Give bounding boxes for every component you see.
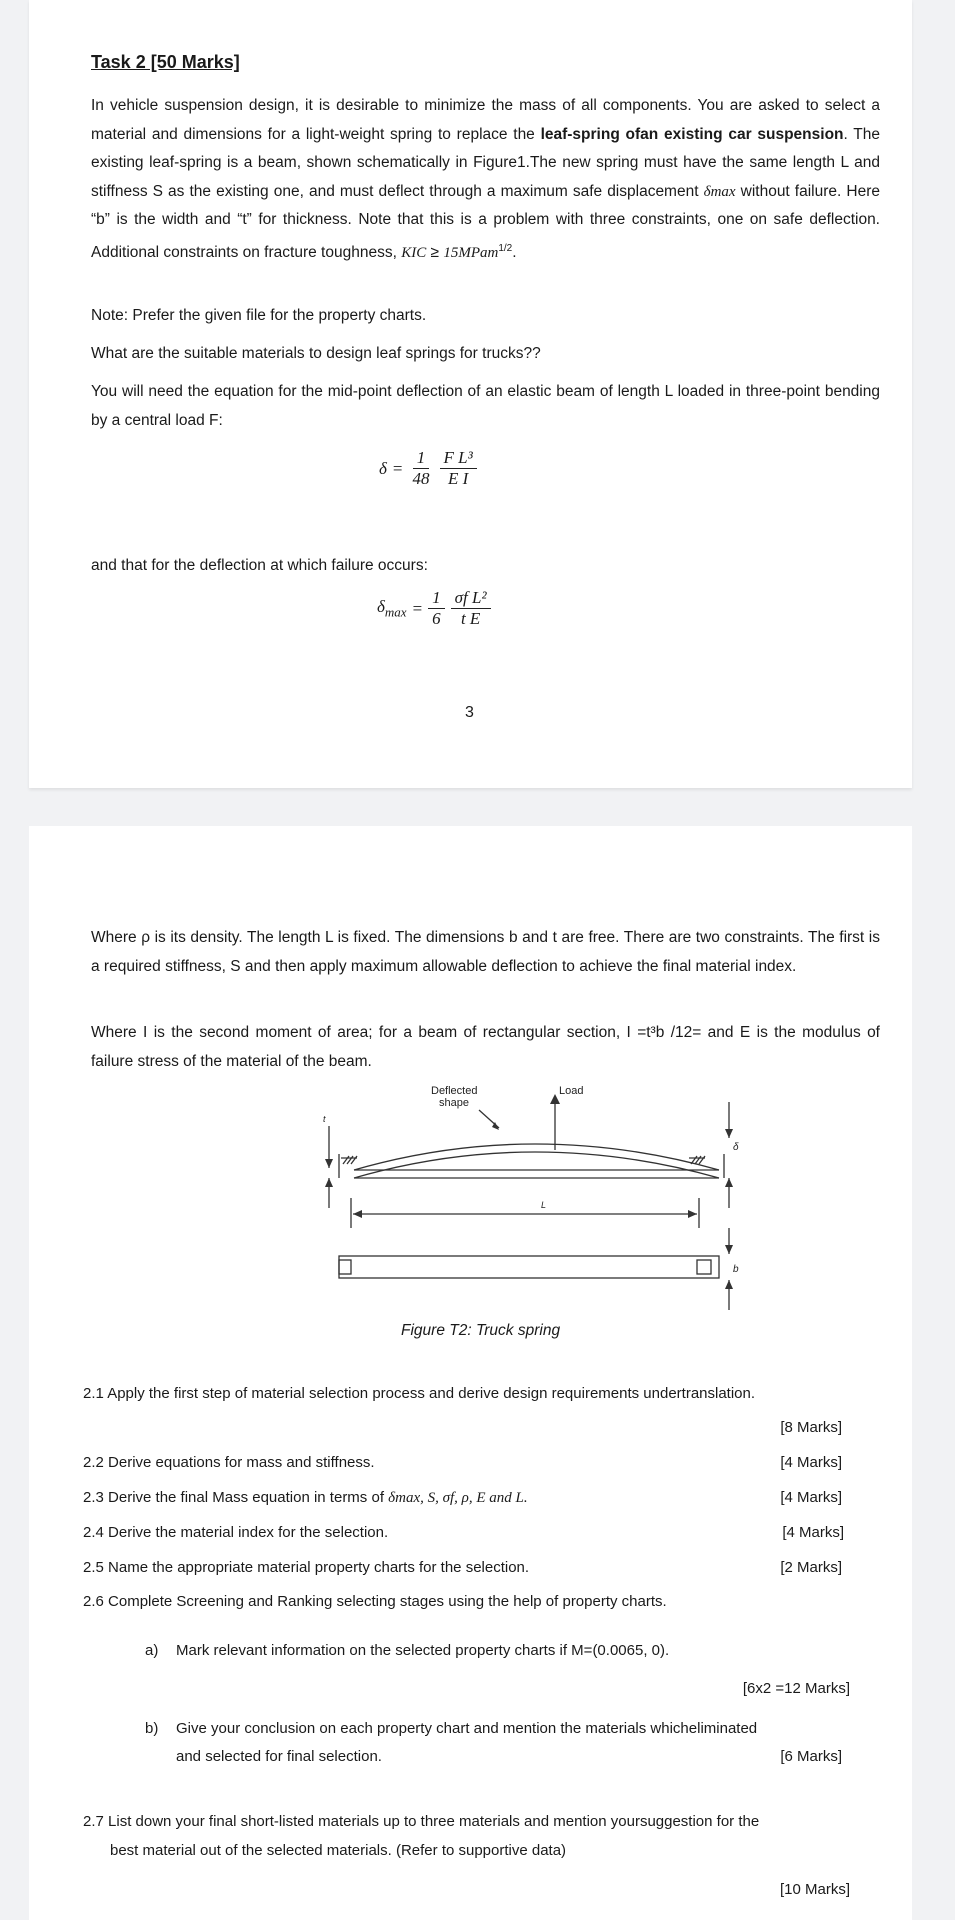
note-text: Note: Prefer the given file for the property charts.: [91, 307, 427, 324]
b-arrow-bottom: [725, 1280, 733, 1289]
density-paragraph: Where ρ is its density. The length L is fixed. The dimensions b and t are free. There are two constraints. The first is a required stiffness, S and then apply maximum allowable deflection to achieve the final material index.: [91, 929, 880, 975]
equation-intro: You will need the equation for the mid-point deflection of an elastic beam of length L loaded in three-point bending by a central load F:: [91, 383, 880, 429]
question-2-6a: Mark relevant information on the selected property charts if M=(0.0065, 0).: [176, 1642, 670, 1659]
second-moment-paragraph: Where I is the second moment of area; for a beam of rectangular section, I =t³b /12= and E is the modulus of failure stress of the material of the beam.: [91, 1024, 880, 1070]
question-2-3: 2.3 Derive the final Mass equation in terms of δmax, S, σf, ρ, E and L.: [83, 1489, 528, 1506]
kic-relation: ≥: [426, 244, 444, 262]
question-2-6: 2.6 Complete Screening and Ranking selecting stages using the help of property charts.: [83, 1593, 667, 1610]
delta-arrow-bottom: [725, 1178, 733, 1187]
document-page-1: [29, 0, 912, 788]
question-2-6b-label: b): [145, 1720, 159, 1737]
delta-max-symbol: δmax: [703, 183, 736, 200]
intro-text-2: . The existing leaf-spring is a beam, shown schematically in Figure1.The new spring must have the same length L and stiffness S as the existing one, and must deflect through a maximum safe displacement: [91, 125, 880, 200]
eq2-frac1: $\frac{1}{6}$: [428, 588, 445, 629]
L-arrow-left: [353, 1210, 362, 1218]
label-load: Load: [559, 1085, 584, 1097]
intro-paragraph: [91, 92, 880, 268]
eq2-frac2: $\frac{\text{σf L²}}{\text{t E}}$: [451, 588, 491, 629]
truck-spring-figure: [323, 1078, 749, 1348]
right-hatch: [689, 1156, 705, 1164]
marks-2-4: [4 Marks]: [782, 1524, 844, 1541]
left-hatch: [341, 1156, 357, 1164]
eq2-equals: =: [412, 598, 423, 618]
question-2-4: 2.4 Derive the material index for the selection.: [83, 1524, 389, 1541]
kic-end: .: [512, 244, 517, 262]
marks-2-6b: [6 Marks]: [780, 1748, 842, 1765]
label-delta: δ: [733, 1142, 739, 1153]
kic-value: 15MPam: [443, 245, 499, 262]
label-L: L: [541, 1200, 547, 1210]
label-b: b: [733, 1264, 739, 1275]
label-shape: shape: [439, 1097, 469, 1109]
eq1-frac1: $\frac{1}{48}$: [412, 448, 430, 488]
question-2-6b-line2: and selected for final selection.: [176, 1748, 382, 1765]
intro-text-3: without failure. Here “b” is the width and “t” for thickness. Note that this is a problem with three constraints, one on safe deflection. Additional constraints on fracture toughness,: [91, 182, 880, 262]
kic-exponent: 1/2: [498, 242, 513, 254]
intro-text-1: In vehicle suspension design, it is desirable to minimize the mass of all components. You are asked to select a material and dimensions for a light-weight spring to replace the: [91, 97, 880, 143]
task-title: Task 2 [50 Marks]: [91, 52, 240, 72]
marks-2-7: [10 Marks]: [779, 1881, 850, 1898]
t-arrow-top: [325, 1159, 333, 1168]
marks-2-6a: [6x2 =12 Marks]: [742, 1680, 850, 1697]
question-2-5: 2.5 Name the appropriate material property charts for the selection.: [83, 1559, 530, 1576]
kic-symbol: KIC: [401, 245, 427, 262]
deflected-shape-lower: [354, 1152, 719, 1178]
marks-2-1: [8 Marks]: [780, 1419, 842, 1436]
b-arrow-top: [725, 1245, 733, 1254]
eq1-frac2: $\frac{\text{F L³}}{\text{E I}}$: [440, 448, 477, 489]
question-2-6a-label: a): [145, 1642, 159, 1659]
delta-arrow-top: [725, 1129, 733, 1138]
eq1-equals: =: [392, 458, 403, 478]
question-2-2: 2.2 Derive equations for mass and stiffness.: [83, 1454, 375, 1471]
question-2-1: 2.1 Apply the first step of material selection process and derive design requirements undertranslation.: [83, 1385, 756, 1402]
eq1-lhs: δ: [379, 458, 387, 478]
document-page-2: [29, 826, 912, 1920]
L-arrow-right: [688, 1210, 697, 1218]
figure-caption: Figure T2: Truck spring: [401, 1322, 561, 1339]
intro-bold-text: leaf-spring ofan existing car suspension: [540, 125, 844, 143]
plan-left-end: [339, 1260, 351, 1274]
deflection-equation: [379, 448, 477, 489]
figure-arrowheads: [325, 1094, 733, 1289]
question-text: What are the suitable materials to design leaf springs for trucks??: [91, 345, 541, 362]
marks-2-3: [4 Marks]: [780, 1489, 842, 1506]
question-2-6b-line1: Give your conclusion on each property chart and mention the materials whicheliminated: [176, 1720, 758, 1737]
failure-intro: and that for the deflection at which failure occurs:: [91, 557, 428, 574]
beam-plan-view: [339, 1256, 719, 1278]
mass-eq-variables: δmax, S, σf, ρ, E and L.: [388, 1490, 528, 1506]
marks-2-2: [4 Marks]: [780, 1454, 842, 1471]
label-deflected: Deflected: [431, 1085, 478, 1097]
page-number: 3: [465, 704, 474, 721]
question-2-7-line2: best material out of the selected materials. (Refer to supportive data): [110, 1842, 567, 1859]
question-2-7-line1: 2.7 List down your final short-listed materials up to three materials and mention yoursuggestion for the: [83, 1813, 760, 1830]
marks-2-5: [2 Marks]: [780, 1559, 842, 1576]
failure-deflection-equation: [377, 588, 491, 629]
plan-right-end: [697, 1260, 711, 1274]
eq2-lhs: $\delta_{max}$: [377, 596, 407, 620]
label-t: t: [323, 1114, 326, 1124]
t-arrow-bottom: [325, 1178, 333, 1187]
deflected-shape-upper: [354, 1144, 719, 1170]
